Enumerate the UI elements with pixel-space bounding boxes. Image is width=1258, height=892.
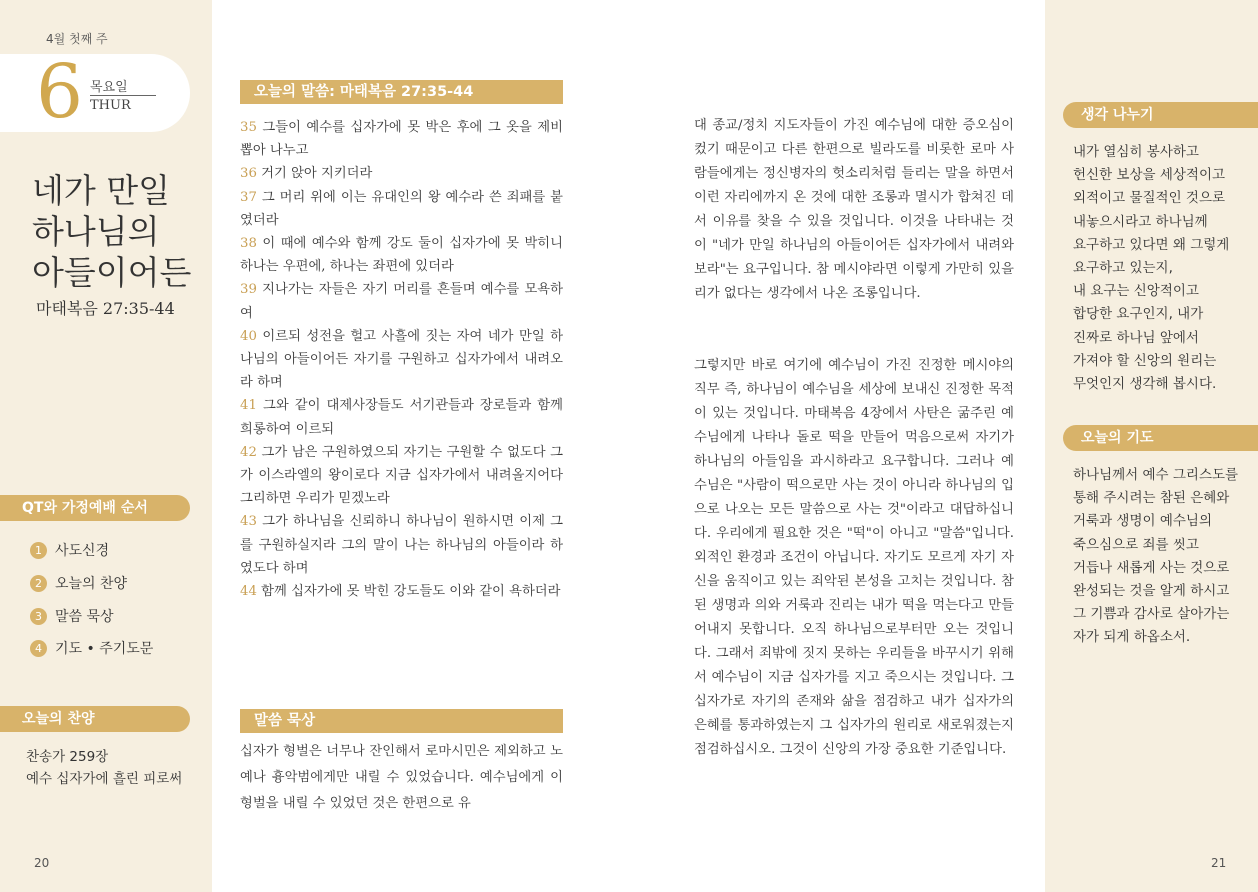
- title-reference: 마태복음 27:35-44: [36, 299, 175, 318]
- order-item: 2 오늘의 찬양: [30, 574, 127, 594]
- day-ko: 목요일: [90, 80, 128, 95]
- order-item: 1 사도신경: [30, 541, 109, 561]
- day-en: THUR: [90, 98, 131, 113]
- page-number-right: 21: [1211, 856, 1227, 870]
- verse: 37 그 머리 위에 이는 유대인의 왕 예수라 쓴 죄패를 붙였더라: [240, 189, 563, 228]
- scripture-verses: [240, 116, 563, 603]
- prayer-heading: 오늘의 기도: [1063, 425, 1258, 451]
- meditation-para-2: 그렇지만 바로 여기에 예수님이 가진 진정한 메시야의 직무 즉, 하나님이 예수님을 세상에 보내신 진정한 목적이 있는 것입니다. 마태복음 4장에서 사탄은 굶주린 예수님에게 나타나 돌로 떡을 만들어 먹음으로써 자기가 하나님의 아들임을 과시하라고 요구합니다. 그러나 예수님은 "사람이 떡으로만 사는 것이 아니라 하나님의 입으로 나오는 모든 말씀으로 사는 것"이라고 대답하십니다. 우리에게 필요한 것은 "떡"이 아니고 "말씀"입니다. 외적인 환경과 조건이 아닙니다. 자기도 모르게 자기 자신을 움직이고 있는 죄악된 본성을 고치는 것입니다. 참된 생명과 의와 거룩과 진리는 내가 떡을 먹는다고 만들어내지 못합니다. 오직 하나님으로부터만 오는 것입니다. 그래서 죄밖에 짓지 못하는 우리들을 바꾸시기 위해서 예수님이 지금 십자가를 지고 죽으시는 것입니다. 그 십자가로 자기의 존재와 삶을 점검하고 내가 십자가의 은혜를 통과하였는지 그 십자가의 원리로 새로워졌는지 점검하십시오. 그것이 신앙의 가장 중요한 기준입니다.: [694, 358, 1014, 757]
- verse: 39 지나가는 자들은 자기 머리를 흔들며 예수를 모욕하여: [240, 282, 563, 321]
- meditation-start: 십자가 형벌은 너무나 잔인해서 로마시민은 제외하고 노예나 흉악범에게만 내릴 수 있었습니다. 예수님에게 이 형벌을 내릴 수 있었던 것은 한편으로 유: [240, 744, 563, 811]
- scripture-heading: 오늘의 말씀: 마태복음 27:35-44: [240, 80, 563, 104]
- page-title: [32, 170, 191, 293]
- verse: 38 이 때에 예수와 함께 강도 둘이 십자가에 못 박히니 하나는 우편에, 하나는 좌편에 있더라: [240, 236, 563, 275]
- title-line: 네가 만일: [32, 171, 171, 210]
- hymn-heading: 오늘의 찬양: [0, 706, 190, 732]
- order-item: 4 기도 • 주기도문: [30, 639, 153, 659]
- verse: 40 이르되 성전을 헐고 사흘에 짓는 자여 네가 만일 하나님의 아들이어든 자기를 구원하고 십자가에서 내려오라 하며: [240, 328, 563, 391]
- title-line: 아들이어든: [32, 253, 192, 292]
- day-number: 6: [36, 49, 84, 135]
- week-label: 4월 첫째 주: [46, 32, 108, 46]
- order-heading: QT와 가정예배 순서: [0, 495, 190, 521]
- prayer-text: 하나님께서 예수 그리스도를 통해 주시려는 참된 은혜와 거룩과 생명이 예수님의 죽으심으로 죄를 씻고 거듭나 새롭게 사는 것으로 완성되는 것을 알게 하시고 그 기쁨과 감사로 살아가는 자가 되게 하옵소서.: [1073, 467, 1239, 646]
- order-number-badge: 1: [30, 542, 47, 559]
- page-number-left: 20: [34, 856, 50, 870]
- verse: 35 그들이 예수를 십자가에 못 박은 후에 그 옷을 제비 뽑아 나누고: [240, 120, 563, 159]
- order-item: 3 말씀 묵상: [30, 607, 114, 627]
- order-number-badge: 3: [30, 608, 47, 625]
- order-number-badge: 2: [30, 575, 47, 592]
- reflection-heading: 생각 나누기: [1063, 102, 1258, 128]
- verse: 43 그가 하나님을 신뢰하니 하나님이 원하시면 이제 그를 구원하실지라 그의 말이 나는 하나님의 아들이라 하였도다 하며: [240, 514, 563, 576]
- verse: 42 그가 남은 구원하였으되 자기는 구원할 수 없도다 그가 이스라엘의 왕이로다 지금 십자가에서 내려올지어다 그리하면 우리가 믿겠노라: [240, 444, 563, 507]
- verse: 44 함께 십자가에 못 박힌 강도들도 이와 같이 욕하더라: [240, 584, 561, 600]
- meditation-para-1: 대 종교/정치 지도자들이 가진 예수님에 대한 증오심이 컸기 때문이고 다른 한편으로 빌라도를 비롯한 로마 사람들에게는 정신병자의 헛소리처럼 들리는 말을 하면서 이런 자리에까지 온 것에 대한 조롱과 멸시가 합쳐진 데서 이유를 찾을 수 있을 것입니다. 이것을 나타내는 것이 "네가 만일 하나님의 아들이어든 십자가에서 내려와 보라"는 요구입니다. 참 메시야라면 이렇게 가만히 있을 리가 없다는 생각에서 나온 조롱입니다.: [694, 118, 1014, 301]
- hymn-text: 찬송가 259장 예수 십자가에 흘린 피로써: [26, 749, 183, 787]
- title-line: 하나님의: [32, 212, 160, 251]
- reflection-text: 내가 열심히 봉사하고 헌신한 보상을 세상적이고 외적이고 물질적인 것으로 내놓으시라고 하나님께 요구하고 있다면 왜 그렇게 요구하고 있는지, 내 요구는 신앙적이고 합당한 요구인지, 내가 진짜로 하나님 앞에서 가져야 할 신앙의 원리는 무엇인지 생각해 봅시다.: [1073, 144, 1230, 393]
- verse: 41 그와 같이 대제사장들도 서기관들과 장로들과 함께 희롱하여 이르되: [240, 398, 563, 437]
- order-number-badge: 4: [30, 640, 47, 657]
- meditation-heading: 말씀 묵상: [240, 709, 563, 733]
- verse: 36 거기 앉아 지키더라: [240, 166, 373, 182]
- day-divider: [90, 95, 156, 96]
